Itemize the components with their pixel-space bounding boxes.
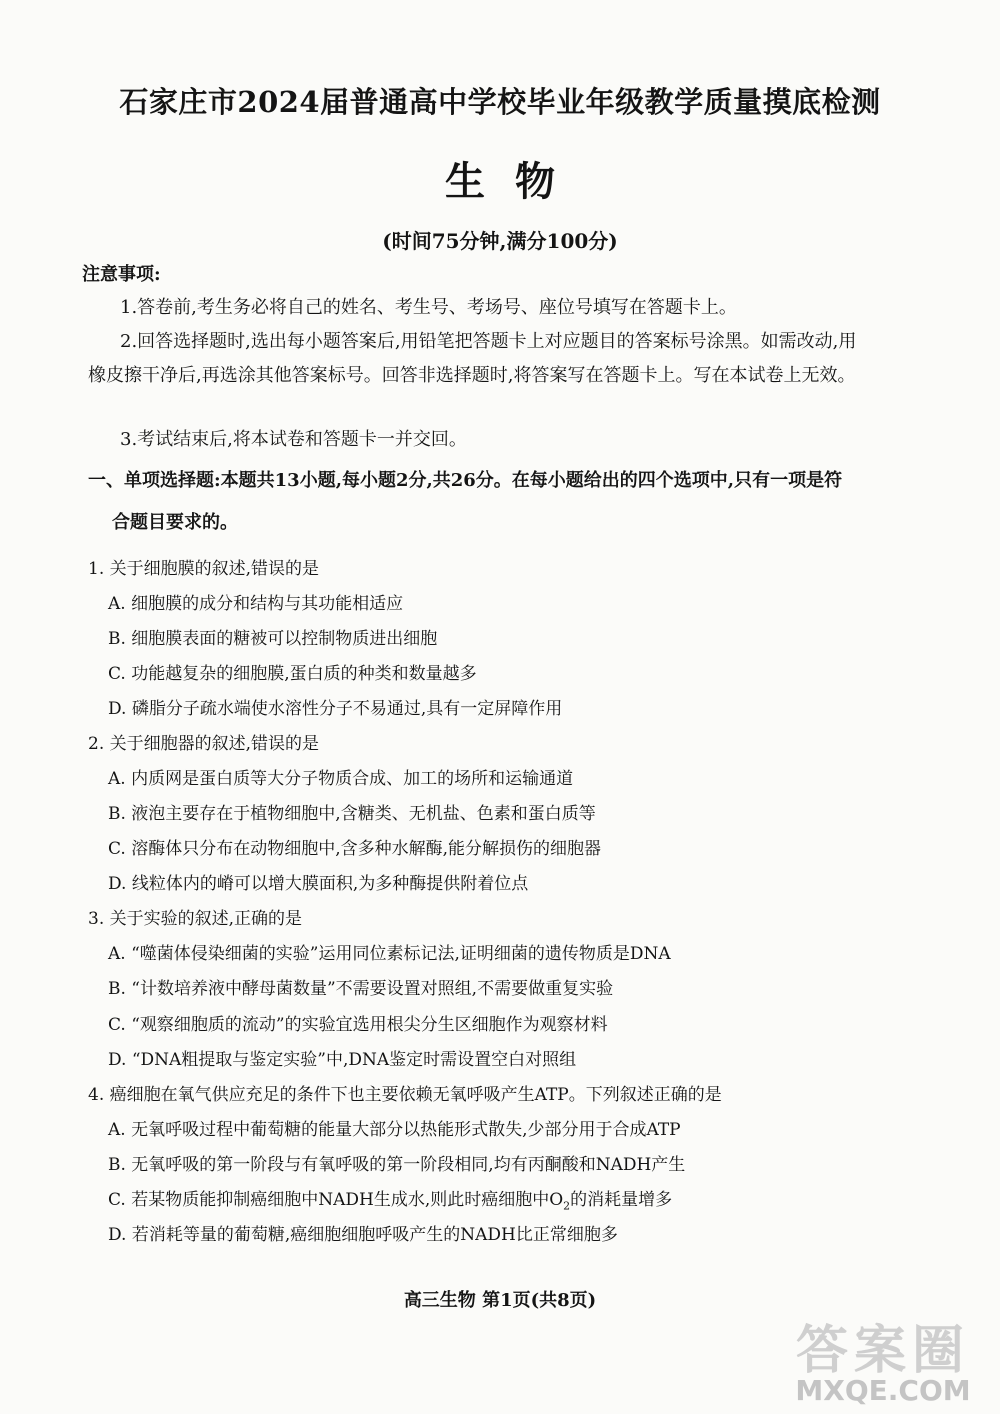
page-footer: 高三生物 第1页(共8页)	[403, 1290, 597, 1311]
question-2-option-a: A. 内质网是蛋白质等大分子物质合成、加工的场所和运输通道	[108, 769, 574, 789]
notice-heading: 注意事项:	[82, 264, 161, 285]
question-1-option-a: A. 细胞膜的成分和结构与其功能相适应	[108, 594, 404, 614]
watermark-logo: 答案圈	[795, 1321, 970, 1381]
notice-item-3: 3.考试结束后,将本试卷和答题卡一并交回。	[120, 429, 467, 450]
subject-title: 生物	[445, 158, 585, 205]
question-1-stem: 1. 关于细胞膜的叙述,错误的是	[88, 559, 320, 579]
question-1-option-d: D. 磷脂分子疏水端使水溶性分子不易通过,具有一定屏障作用	[108, 699, 563, 719]
question-2-option-c: C. 溶酶体只分布在动物细胞中,含多种水解酶,能分解损伤的细胞器	[108, 839, 602, 859]
question-3-option-c: C. “观察细胞质的流动”的实验宜选用根尖分生区细胞作为观察材料	[108, 1015, 608, 1035]
exam-title: 石家庄市2024届普通高中学校毕业年级教学质量摸底检测	[119, 85, 881, 119]
question-2-option-b: B. 液泡主要存在于植物细胞中,含糖类、无机盐、色素和蛋白质等	[108, 804, 596, 824]
question-4-option-d: D. 若消耗等量的葡萄糖,癌细胞细胞呼吸产生的NADH比正常细胞多	[108, 1225, 618, 1245]
notice-item-2: 2.回答选择题时,选出每小题答案后,用铅笔把答题卡上对应题目的答案标号涂黑。如需改动,用	[120, 331, 857, 352]
question-1-option-c: C. 功能越复杂的细胞膜,蛋白质的种类和数量越多	[108, 664, 477, 684]
question-4-option-c-tail: 的消耗量增多	[570, 1190, 673, 1210]
question-3-option-a: A. “噬菌体侵染细菌的实验”运用同位素标记法,证明细菌的遗传物质是DNA	[108, 944, 671, 964]
time-note: (时间75分钟,满分100分)	[382, 229, 618, 253]
question-4-option-b: B. 无氧呼吸的第一阶段与有氧呼吸的第一阶段相同,均有丙酮酸和NADH产生	[108, 1155, 686, 1175]
question-2-option-d: D. 线粒体内的嵴可以增大膜面积,为多种酶提供附着位点	[108, 874, 529, 894]
question-3-option-d: D. “DNA粗提取与鉴定实验”中,DNA鉴定时需设置空白对照组	[108, 1050, 577, 1070]
section-heading-cont: 合题目要求的。	[112, 512, 238, 533]
question-4-option-a: A. 无氧呼吸过程中葡萄糖的能量大部分以热能形式散失,少部分用于合成ATP	[108, 1120, 681, 1140]
question-4-option-c	[108, 1185, 672, 1212]
question-3-stem: 3. 关于实验的叙述,正确的是	[88, 909, 303, 929]
notice-item-2-cont: 橡皮擦干净后,再选涂其他答案标号。回答非选择题时,将答案写在答题卡上。写在本试卷上无效。	[88, 365, 856, 386]
watermark-url: MXQE.COM	[795, 1374, 971, 1407]
watermark	[778, 1308, 988, 1408]
question-3-option-b: B. “计数培养液中酵母菌数量”不需要设置对照组,不需要做重复实验	[108, 979, 614, 999]
oxygen-subscript: 2	[563, 1199, 571, 1213]
section-heading: 一、单项选择题:本题共13小题,每小题2分,共26分。在每小题给出的四个选项中,只有一项是符	[88, 470, 843, 491]
question-4-stem: 4. 癌细胞在氧气供应充足的条件下也主要依赖无氧呼吸产生ATP。下列叙述正确的是	[88, 1085, 722, 1105]
question-1-option-b: B. 细胞膜表面的糖被可以控制物质进出细胞	[108, 629, 438, 649]
question-4-option-c-text: C. 若某物质能抑制癌细胞中NADH生成水,则此时癌细胞中O	[108, 1190, 564, 1210]
question-2-stem: 2. 关于细胞器的叙述,错误的是	[88, 734, 320, 754]
notice-item-1: 1.答卷前,考生务必将自己的姓名、考生号、考场号、座位号填写在答题卡上。	[120, 297, 737, 318]
